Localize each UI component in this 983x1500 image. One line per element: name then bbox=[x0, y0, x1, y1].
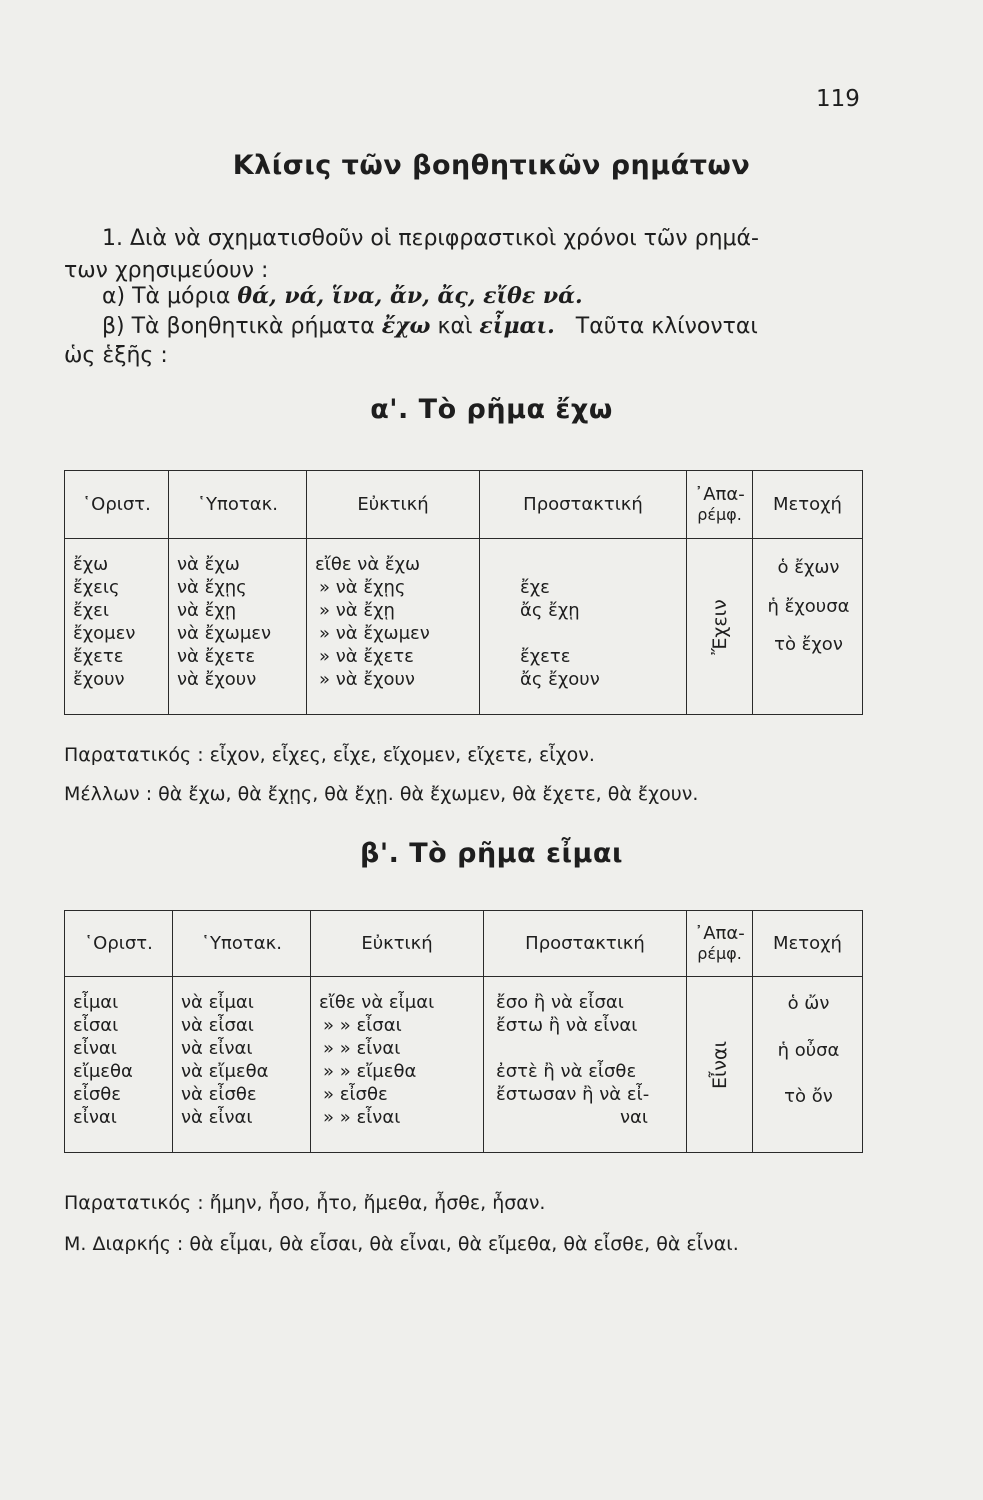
auxiliary-verbs-line bbox=[102, 313, 758, 339]
table-cell: ὁ ἔχων bbox=[777, 557, 840, 578]
intro-paragraph-line-2: των χρησιμεύουν : bbox=[64, 258, 269, 283]
table-cell: » » εἶναι bbox=[323, 1107, 401, 1128]
optative-column bbox=[311, 977, 484, 1153]
table-cell: » » εἶναι bbox=[323, 1038, 401, 1059]
table-cell: εἴθε νὰ εἶμαι bbox=[319, 992, 435, 1013]
table-cell: εἶσθε bbox=[73, 1084, 121, 1105]
header-optative: Εὐκτική bbox=[307, 471, 480, 539]
table-cell: ἔχομεν bbox=[73, 623, 136, 644]
auxiliary-verb-eimai: εἶμαι. bbox=[479, 313, 555, 339]
auxiliary-rest: Ταῦτα κλίνονται bbox=[575, 314, 758, 339]
table-cell: εἶσαι bbox=[73, 1015, 119, 1036]
table-cell: ἔχεις bbox=[73, 577, 120, 598]
table-cell: » νὰ ἔχωμεν bbox=[319, 623, 430, 644]
header-participle: Μετοχή bbox=[753, 471, 863, 539]
table-cell: » » εἴμεθα bbox=[323, 1061, 417, 1082]
table-cell: νὰ εἶμαι bbox=[181, 992, 254, 1013]
auxiliary-verb-echo: ἔχω bbox=[381, 313, 431, 339]
imperfect-eimai: Παρατατικός : ἤμην, ἦσο, ἦτο, ἤμεθα, ἦσθε, ἦσαν. bbox=[64, 1192, 546, 1214]
table-cell: εἶμαι bbox=[73, 992, 119, 1013]
imperative-column bbox=[484, 977, 687, 1153]
future-echo: Μέλλων : θὰ ἔχω, θὰ ἔχῃς, θὰ ἔχῃ. θὰ ἔχωμεν, θὰ ἔχετε, θὰ ἔχουν. bbox=[64, 783, 699, 805]
table-cell: ἔχω bbox=[73, 554, 109, 575]
header-imperative: Προστακτική bbox=[480, 471, 687, 539]
table-cell: ἄς ἔχῃ bbox=[520, 600, 580, 621]
particles-line bbox=[102, 283, 583, 309]
header-subjunctive: ῾Υποτακ. bbox=[169, 471, 307, 539]
table-cell: νὰ ἔχωμεν bbox=[177, 623, 272, 644]
auxiliary-and: καὶ bbox=[437, 314, 473, 339]
table-cell: νὰ εἶσαι bbox=[181, 1015, 254, 1036]
infinitive-column bbox=[687, 977, 753, 1153]
participle-column bbox=[753, 977, 863, 1153]
conjugation-table-echo bbox=[64, 470, 863, 715]
optative-column bbox=[307, 539, 480, 715]
conjugation-table-eimai bbox=[64, 910, 863, 1153]
header-indicative: ῾Οριστ. bbox=[65, 471, 169, 539]
infinitive-column bbox=[687, 539, 753, 715]
table-cell: νὰ ἔχετε bbox=[177, 646, 256, 667]
header-infinitive: ᾿Απα- ρέμφ. bbox=[687, 911, 753, 977]
header-optative: Εὐκτική bbox=[311, 911, 484, 977]
header-participle: Μετοχή bbox=[753, 911, 863, 977]
table-cell: » νὰ ἔχετε bbox=[319, 646, 414, 667]
table-cell: » νὰ ἔχουν bbox=[319, 669, 415, 690]
table-cell: ἐστὲ ἢ νὰ εἶσθε bbox=[496, 1061, 637, 1082]
table-cell bbox=[520, 553, 686, 576]
table-cell: εἶναι bbox=[73, 1107, 117, 1128]
table-cell: νὰ ἔχουν bbox=[177, 669, 257, 690]
table-cell: νὰ εἶσθε bbox=[181, 1084, 257, 1105]
table-cell: ἔχε bbox=[520, 577, 550, 598]
table-cell: νὰ εἴμεθα bbox=[181, 1061, 269, 1082]
header-imperative: Προστακτική bbox=[484, 911, 687, 977]
page-title: Κλίσις τῶν βοηθητικῶν ρημάτων bbox=[232, 150, 751, 181]
table-cell bbox=[496, 1037, 686, 1060]
table-cell: νὰ ἔχω bbox=[177, 554, 240, 575]
table-cell: ἔστω ἢ νὰ εἶναι bbox=[496, 1015, 638, 1036]
table-cell: τὸ ὄν bbox=[784, 1086, 833, 1107]
table-cell: νὰ εἶναι bbox=[181, 1038, 253, 1059]
page-number: 119 bbox=[816, 86, 860, 112]
section-heading-echo: α'. Τὸ ρῆμα ἔχω bbox=[370, 394, 613, 425]
table-cell: νὰ ἔχῃς bbox=[177, 577, 247, 598]
table-cell: ἔστωσαν ἢ νὰ εἶ- bbox=[496, 1084, 650, 1105]
table-cell: εἴθε νὰ ἔχω bbox=[315, 554, 421, 575]
table-cell: ἡ οὖσα bbox=[777, 1040, 840, 1061]
particles-list: θά, νά, ἵνα, ἄν, ἄς, εἴθε νά. bbox=[237, 283, 583, 309]
table-cell: ἔχετε bbox=[520, 646, 571, 667]
table-cell: ἡ ἔχουσα bbox=[767, 596, 850, 617]
particles-label: α) Τὰ μόρια bbox=[102, 284, 231, 309]
table-cell: » νὰ ἔχῃς bbox=[319, 577, 406, 598]
table-cell: ἔσο ἢ νὰ εἶσαι bbox=[496, 992, 624, 1013]
future-continuous-eimai: Μ. Διαρκής : θὰ εἶμαι, θὰ εἶσαι, θὰ εἶναι, θὰ εἴμεθα, θὰ εἶσθε, θὰ εἶναι. bbox=[64, 1233, 739, 1255]
table-cell: ναι bbox=[620, 1107, 649, 1128]
table-cell: νὰ εἶναι bbox=[181, 1107, 253, 1128]
indicative-column bbox=[65, 977, 173, 1153]
table-cell: εἶναι bbox=[73, 1038, 117, 1059]
auxiliary-label: β) Τὰ βοηθητικὰ ρήματα bbox=[102, 314, 375, 339]
table-cell: ἔχει bbox=[73, 600, 109, 621]
table-cell: ἔχετε bbox=[73, 646, 124, 667]
participle-column bbox=[753, 539, 863, 715]
intro-paragraph-line-1: 1. Διὰ νὰ σχηματισθοῦν οἱ περιφραστικοὶ χρόνοι τῶν ρημά- bbox=[102, 226, 759, 251]
subjunctive-column bbox=[173, 977, 311, 1153]
header-indicative: ῾Οριστ. bbox=[65, 911, 173, 977]
header-infinitive: ᾿Απα- ρέμφ. bbox=[687, 471, 753, 539]
table-cell: » νὰ ἔχῃ bbox=[319, 600, 395, 621]
table-cell: τὸ ἔχον bbox=[774, 634, 843, 655]
table-cell: » » εἶσαι bbox=[323, 1015, 402, 1036]
subjunctive-column bbox=[169, 539, 307, 715]
infinitive-value: Ἔχειν bbox=[708, 598, 731, 655]
table-cell: » εἶσθε bbox=[323, 1084, 388, 1105]
table-cell: ὁ ὤν bbox=[787, 993, 830, 1014]
imperfect-echo: Παρατατικός : εἶχον, εἶχες, εἶχε, εἴχομεν, εἴχετε, εἶχον. bbox=[64, 744, 595, 766]
table-cell: ἔχουν bbox=[73, 669, 125, 690]
table-cell: νὰ ἔχῃ bbox=[177, 600, 237, 621]
infinitive-value: Εἶναι bbox=[708, 1040, 731, 1089]
header-subjunctive: ῾Υποτακ. bbox=[173, 911, 311, 977]
imperative-column bbox=[480, 539, 687, 715]
table-cell: εἴμεθα bbox=[73, 1061, 133, 1082]
table-cell bbox=[520, 622, 686, 645]
section-heading-eimai: β'. Τὸ ρῆμα εἶμαι bbox=[360, 838, 623, 869]
table-cell: ἄς ἔχουν bbox=[520, 669, 600, 690]
indicative-column bbox=[65, 539, 169, 715]
auxiliary-verbs-line-2: ὡς ἑξῆς : bbox=[64, 343, 168, 368]
